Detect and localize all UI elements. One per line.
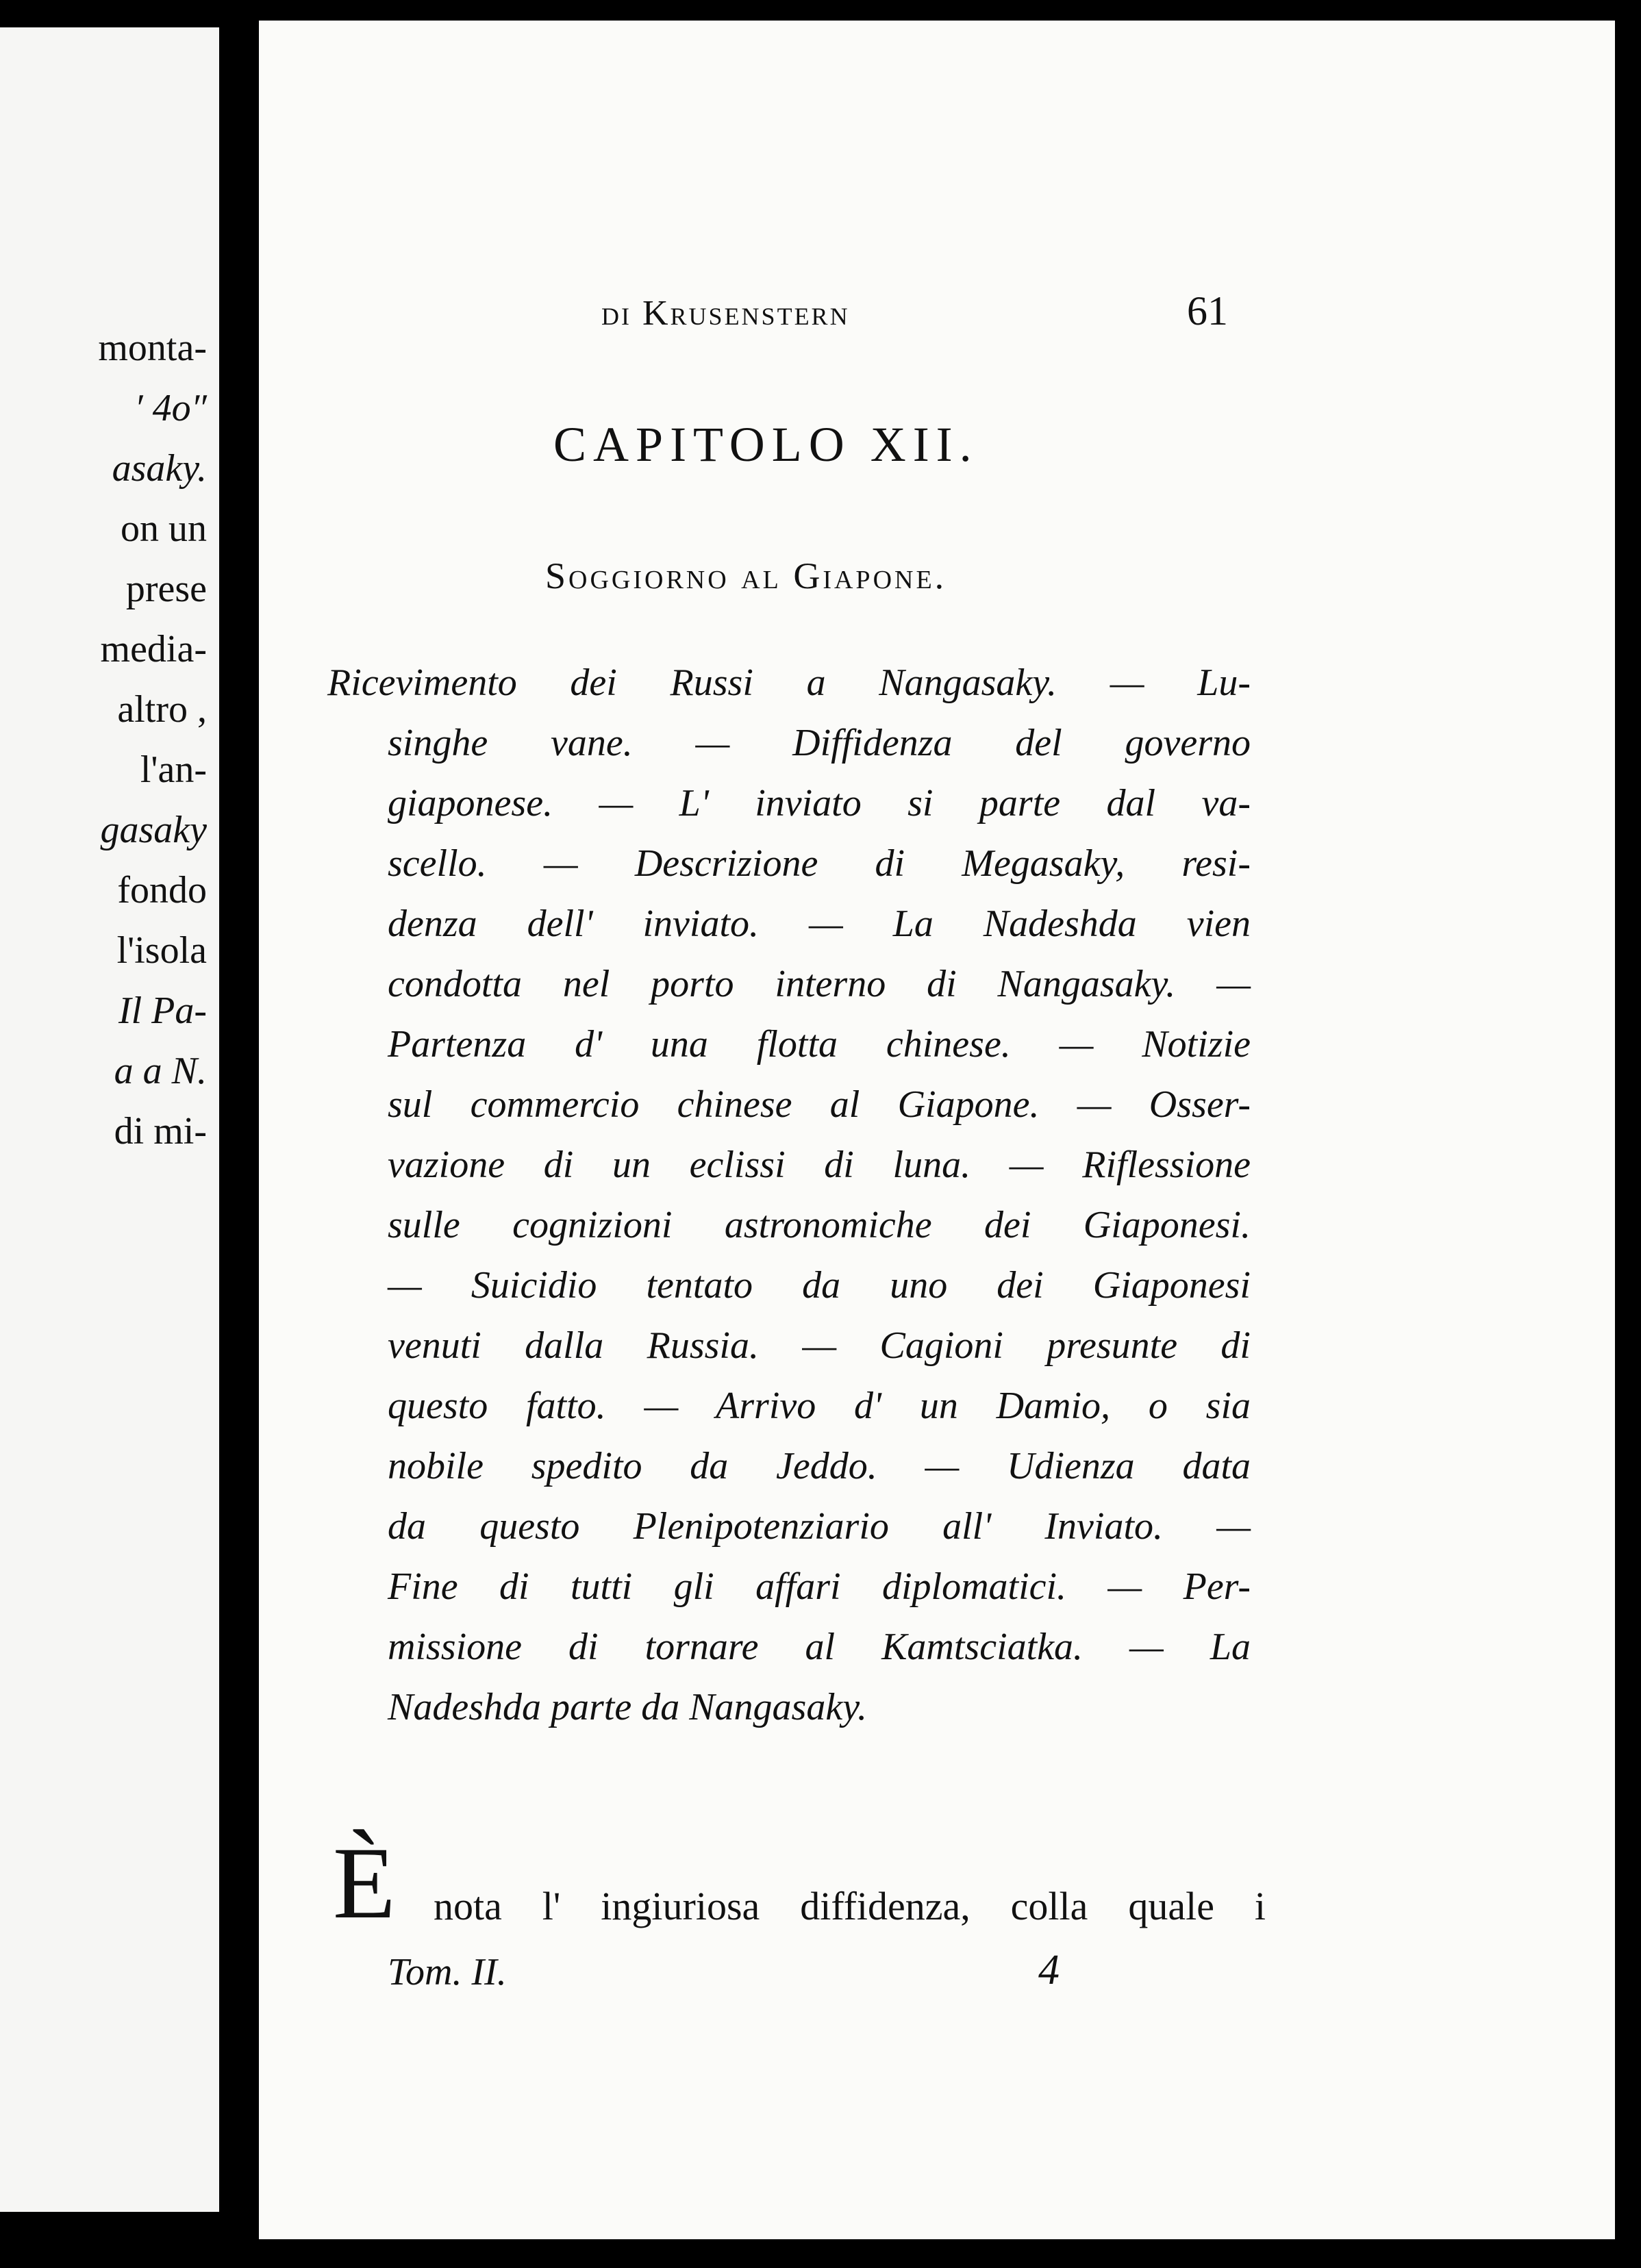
previous-page-line: a a N. bbox=[114, 1050, 207, 1092]
summary-line: scello. — Descrizione di Megasaky, resi- bbox=[388, 842, 1251, 885]
previous-page-line: l'an- bbox=[140, 748, 207, 791]
previous-page-line: gasaky bbox=[100, 809, 207, 851]
previous-page-fragment bbox=[0, 27, 219, 2212]
summary-line: missione di tornare al Kamtsciatka. — La bbox=[388, 1626, 1251, 1668]
summary-line: Partenza d' una flotta chinese. — Notizie bbox=[388, 1023, 1251, 1066]
previous-page-line: Il Pa- bbox=[118, 990, 207, 1032]
summary-line: giaponese. — L' inviato si parte dal va- bbox=[388, 782, 1251, 824]
book-page bbox=[259, 21, 1615, 2239]
previous-page-line: asaky. bbox=[112, 447, 207, 490]
summary-line: da questo Plenipotenziario all' Inviato. — bbox=[388, 1505, 1251, 1548]
page-number: 61 bbox=[1187, 288, 1228, 333]
summary-line: sul commercio chinese al Giapone. — Osser- bbox=[388, 1083, 1251, 1126]
summary-line: questo fatto. — Arrivo d' un Damio, o sia bbox=[388, 1385, 1251, 1427]
summary-line: Ricevimento dei Russi a Nangasaky. — Lu- bbox=[327, 662, 1251, 704]
chapter-title: CAPITOLO XII. bbox=[553, 417, 979, 472]
signature-number: 4 bbox=[1038, 1947, 1060, 1993]
previous-page-line: monta- bbox=[98, 327, 207, 369]
running-head: di Krusenstern bbox=[601, 294, 850, 333]
previous-page-line: media- bbox=[100, 628, 207, 670]
summary-line: vazione di un eclissi di luna. — Riflessione bbox=[388, 1144, 1251, 1186]
summary-line: singhe vane. — Diffidenza del governo bbox=[388, 722, 1251, 764]
chapter-subtitle: Soggiorno al Giapone. bbox=[545, 555, 947, 596]
previous-page-line: l'isola bbox=[116, 929, 207, 972]
summary-line: Fine di tutti gli affari diplomatici. — Per- bbox=[388, 1565, 1251, 1608]
summary-line: sulle cognizioni astronomiche dei Giaponesi. bbox=[388, 1204, 1251, 1246]
previous-page-line: di mi- bbox=[114, 1110, 207, 1152]
previous-page-line: ′ 4o″ bbox=[134, 387, 207, 429]
previous-page-line: altro , bbox=[117, 688, 207, 731]
book-gutter bbox=[219, 0, 260, 2268]
summary-line: denza dell' inviato. — La Nadeshda vien bbox=[388, 903, 1251, 945]
summary-line: condotta nel porto interno di Nangasaky. — bbox=[388, 963, 1251, 1005]
previous-page-line: fondo bbox=[117, 869, 207, 911]
previous-page-line: on un bbox=[121, 507, 207, 550]
summary-line: venuti dalla Russia. — Cagioni presunte di bbox=[388, 1324, 1251, 1367]
previous-page-line: prese bbox=[125, 568, 207, 610]
summary-line: nobile spedito da Jeddo. — Udienza data bbox=[388, 1445, 1251, 1487]
summary-line: Nadeshda parte da Nangasaky. bbox=[388, 1686, 867, 1728]
drop-cap: È bbox=[333, 1826, 396, 1940]
signature-mark: Tom. II. bbox=[388, 1951, 507, 1993]
summary-line: — Suicidio tentato da uno dei Giaponesi bbox=[388, 1264, 1251, 1307]
body-first-line: nota l' ingiuriosa diffidenza, colla quale i bbox=[434, 1884, 1266, 1928]
